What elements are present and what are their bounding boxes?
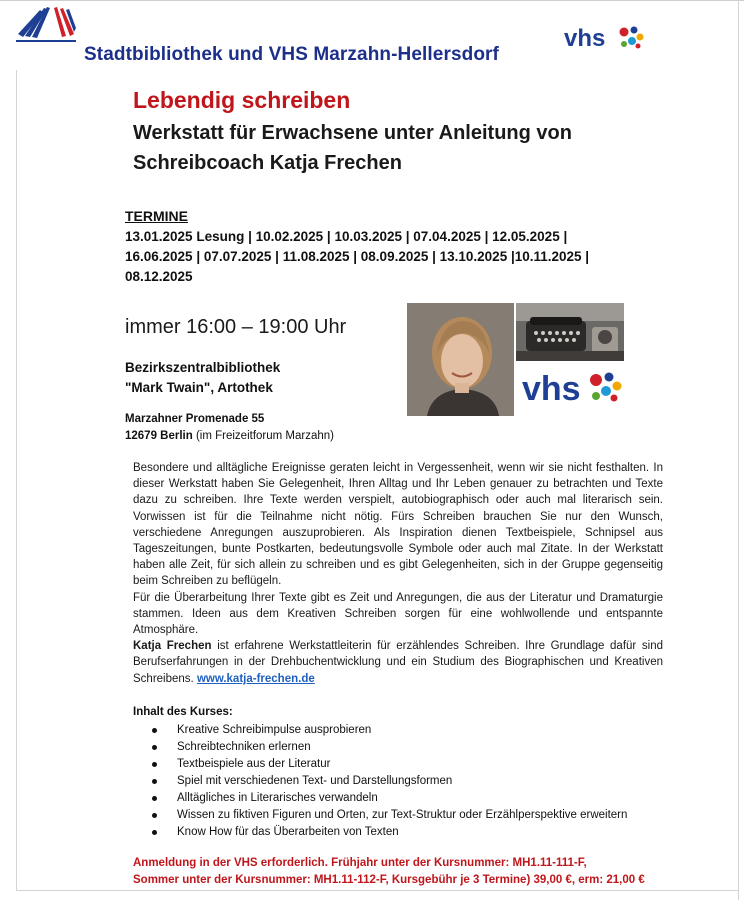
termine-dates: 13.01.2025 Lesung | 10.02.2025 | 10.03.2025 | 07.04.2025 | 12.05.2025 | 16.06.2025 | 07.07.2025 | 11.08.2025 | 08.09.2025 | 13.10.2025 |10.11.2025 | 08.12.2025: [125, 229, 590, 284]
vhs-logo-text: vhs: [564, 25, 606, 52]
description-paragraph-2: Für die Überarbeitung Ihrer Texte gibt es Zeit und Anregungen, die aus der Literatur und Dramaturgie stammen. Ideen aus dem Kreativen Schreiben sorgen für eine wohlwollende und entspannte Atmosphäre.: [133, 591, 663, 637]
website-link[interactable]: www.katja-frechen.de: [196, 672, 315, 685]
typewriter-photo: [516, 303, 624, 361]
inhalt-list: [152, 722, 692, 841]
stadtbibliothek-logo: [14, 4, 78, 42]
bullet-icon: [152, 745, 157, 750]
portrait-photo: [407, 303, 514, 416]
list-item: Wissen zu fiktiven Figuren und Orten, zur Text-Struktur oder Erzählperspektive erweitern: [152, 807, 692, 824]
list-item: Spiel mit verschiedenen Text- und Darstellungsformen: [152, 773, 692, 790]
venue: [125, 358, 280, 398]
list-item: Schreibtechniken erlernen: [152, 739, 692, 756]
bullet-icon: [152, 728, 157, 733]
bullet-icon: [152, 813, 157, 818]
coach-bio: ist erfahrene Werkstattleiterin für erzählendes Schreiben. Ihre Grundlage dafür sind Berufserfahrungen in der Drehbuchentwicklung und ein Studium des Biographischen und Kreativen Schreibens.: [133, 640, 663, 685]
description-paragraph-1: Besondere und alltägliche Ereignisse geraten leicht in Vergessenheit, wenn wir sie nicht festhalten. In dieser Werkstatt haben Sie Gelegenheit, Ihren Alltag und Ihr Leben genauer zu betrachten und Texte dazu zu schreiben. Ihre Texte werden verspielt, autobiographisch oder auch mal literarisch sein. Vorwissen ist für die Teilnahme nicht nötig. Fürs Schreiben brauchen Sie nur den Wunsch, verschiedene Anregungen auszuprobieren. Als Inspiration dienen Textbeispiele, Schnipsel aus Tageszeitungen, bunte Postkarten, bedeutungsvolle Symbole oder auch mal Zitate. In der Werkstatt haben alle Zeit, für sich allein zu schreiben und es gibt Gelegenheiten, sich in der Gruppe gegenseitig beim Schreiben zu beflügeln.: [133, 462, 663, 588]
address-note: (im Freizeitforum Marzahn): [195, 430, 334, 442]
header-title: Stadtbibliothek und VHS Marzahn-Hellersdorf: [84, 44, 499, 65]
event-time: immer 16:00 – 19:00 Uhr: [125, 316, 347, 338]
right-divider: [738, 0, 739, 900]
coach-name: Katja Frechen: [133, 640, 212, 653]
description: [133, 460, 663, 687]
bullet-icon: [152, 796, 157, 801]
list-item: Textbeispiele aus der Literatur: [152, 756, 692, 773]
vhs-logo-large: [520, 366, 624, 412]
list-item: Kreative Schreibimpulse ausprobieren: [152, 722, 692, 739]
list-item: Alltägliches in Literarisches verwandeln: [152, 790, 692, 807]
vhs-logo-large-text: vhs: [522, 370, 581, 408]
event-title: Lebendig schreiben: [133, 87, 351, 113]
venue-name: Bezirkszentralbibliothek: [125, 360, 281, 375]
registration-line-1: Anmeldung in der VHS erforderlich. Frühjahr unter der Kursnummer: MH1.11-111-F,: [133, 857, 587, 869]
address-street: Marzahner Promenade 55: [125, 413, 265, 425]
address-city: 12679 Berlin: [125, 430, 193, 442]
registration-note: [133, 855, 645, 889]
termine-heading: TERMINE: [125, 208, 188, 224]
inhalt-heading: Inhalt des Kurses:: [133, 706, 233, 718]
address: [125, 411, 334, 445]
bottom-divider: [16, 890, 738, 891]
bullet-icon: [152, 830, 157, 835]
bullet-icon: [152, 779, 157, 784]
bullet-icon: [152, 762, 157, 767]
venue-room: "Mark Twain", Artothek: [125, 380, 273, 395]
registration-line-2: Sommer unter der Kursnummer: MH1.11-112-F, Kursgebühr je 3 Termine) 39,00 €, erm: 21,00 €: [133, 874, 645, 886]
left-divider: [16, 70, 17, 890]
top-border: [0, 0, 744, 4]
list-item: Know How für das Überarbeiten von Texten: [152, 824, 692, 841]
vhs-logo: [564, 22, 646, 54]
description-paragraph-3: [133, 638, 663, 687]
event-subtitle: Werkstatt für Erwachsene unter Anleitung von Schreibcoach Katja Frechen: [133, 122, 572, 174]
